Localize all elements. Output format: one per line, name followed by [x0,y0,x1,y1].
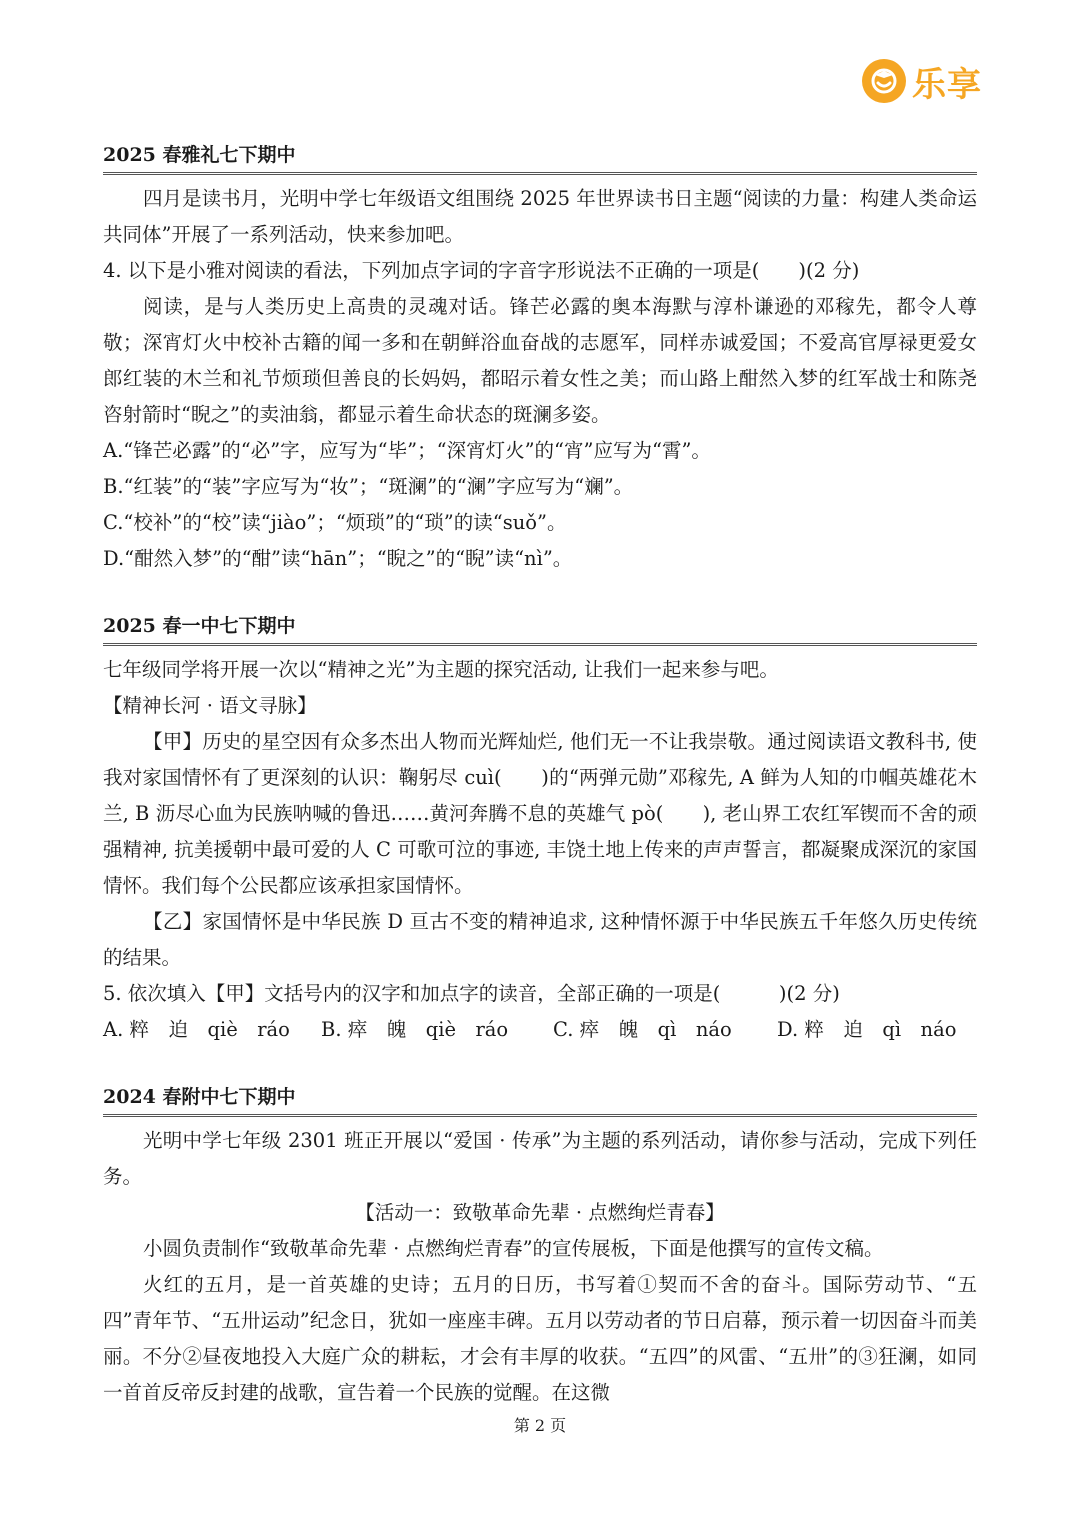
section-2-heading: 【精神长河 · 语文寻脉】 [103,694,317,717]
question-4-option-b: B.“红装”的“装”字应写为“妆”；“斑澜”的“澜”字应写为“斓”。 [103,475,634,498]
section-title-1: 2025 春雅礼七下期中 [103,140,977,175]
question-5-choice-c: C. 瘁 魄 qì náo [553,1018,732,1041]
question-5-choice-a: A. 粹 迫 qiè ráo [103,1018,290,1041]
section-title-2: 2025 春一中七下期中 [103,611,977,646]
smile-cap-icon [862,59,906,103]
question-5-choices [103,1012,977,1048]
passage-yi-label: 【乙】 [143,910,203,933]
activity-1-title: 【活动一：致敬革命先辈 · 点燃绚烂青春】 [355,1201,725,1224]
question-4-option-a: A.“锋芒必露”的“必”字，应写为“毕”；“深宵灯火”的“宵”应写为“霄”。 [103,439,711,462]
page-number: 第 2 页 [513,1416,567,1435]
brand-logo [862,58,982,104]
section-2-intro: 七年级同学将开展一次以“精神之光”为主题的探究活动, 让我们一起来参与吧。 [103,658,779,681]
section-3-paragraph-2: 火红的五月，是一首英雄的史诗；五月的日历，书写着①契而不舍的奋斗。国际劳动节、“五四”青年节、“五卅运动”纪念日，犹如一座座丰碑。五月以劳动者的节日启幕，预示着一切因奋斗而美丽。不分②昼夜地投入大庭广众的耕耘，才会有丰厚的收获。“五四”的风雷、“五卅”的③狂澜，如同一首首反帝反封建的战歌，宣告着一个民族的觉醒。在这微 [103,1273,977,1404]
question-5: 5. 依次填入【甲】文括号内的汉字和加点字的读音，全部正确的一项是( )(2 分) [103,982,840,1005]
passage-jia [103,724,977,904]
section-3-paragraph-1: 小圆负责制作“致敬革命先辈 · 点燃绚烂青春”的宣传展板，下面是他撰写的宣传文稿。 [143,1237,884,1260]
question-5-choice-b: B. 瘁 魄 qiè ráo [321,1018,509,1041]
passage-yi [103,904,977,976]
section-1-intro: 四月是读书月，光明中学七年级语文组围绕 2025 年世界读书日主题“阅读的力量：构建人类命运共同体”开展了一系列活动，快来参加吧。 [103,187,977,246]
question-4: 4. 以下是小雅对阅读的看法，下列加点字词的字音字形说法不正确的一项是( )(2 分) [103,259,860,282]
passage-jia-text: 历史的星空因有众多杰出人物而光辉灿烂, 他们无一不让我崇敬。通过阅读语文教科书, 使我对家国情怀有了更深刻的认识：鞠躬尽 cuì( )的“两弹元勋”邓稼先, A 鲜为人知的巾帼英雄花木兰, B 沥尽心血为民族呐喊的鲁迅……黄河奔腾不息的英雄气 pò( ), 老山界工农红军锲而不舍的顽强精神, 抗美援朝中最可爱的人 C 可歌可泣的事迹, 丰饶土地上传来的声声誓言，都凝聚成深沉的家国情怀。我们每个公民都应该承担家国情怀。 [103,730,977,897]
document-page [103,140,977,1411]
question-5-choice-d: D. 粹 迫 qì náo [777,1018,957,1041]
section-3-intro: 光明中学七年级 2301 班正开展以“爱国 · 传承”为主题的系列活动，请你参与活动，完成下列任务。 [103,1129,977,1188]
passage-jia-label: 【甲】 [143,730,203,753]
question-4-passage: 阅读，是与人类历史上高贵的灵魂对话。锋芒必露的奥本海默与淳朴谦逊的邓稼先，都令人尊敬；深宵灯火中校补古籍的闻一多和在朝鲜浴血奋战的志愿军，同样赤诚爱国；不爱高官厚禄更爱女郎红装的木兰和礼节烦琐但善良的长妈妈，都昭示着女性之美；而山路上酣然入梦的红军战士和陈尧咨射箭时“睨之”的卖油翁，都显示着生命状态的斑澜多姿。 [103,295,977,426]
passage-yi-text: 家国情怀是中华民族 D 亘古不变的精神追求, 这种情怀源于中华民族五千年悠久历史传统的结果。 [103,910,977,969]
question-4-option-d: D.“酣然入梦”的“酣”读“hān”；“睨之”的“睨”读“nì”。 [103,547,573,570]
brand-logo-text: 乐享 [912,64,982,105]
question-4-option-c: C.“校补”的“校”读“jiào”；“烦琐”的“琐”的读“suǒ”。 [103,511,567,534]
section-title-3: 2024 春附中七下期中 [103,1082,977,1117]
